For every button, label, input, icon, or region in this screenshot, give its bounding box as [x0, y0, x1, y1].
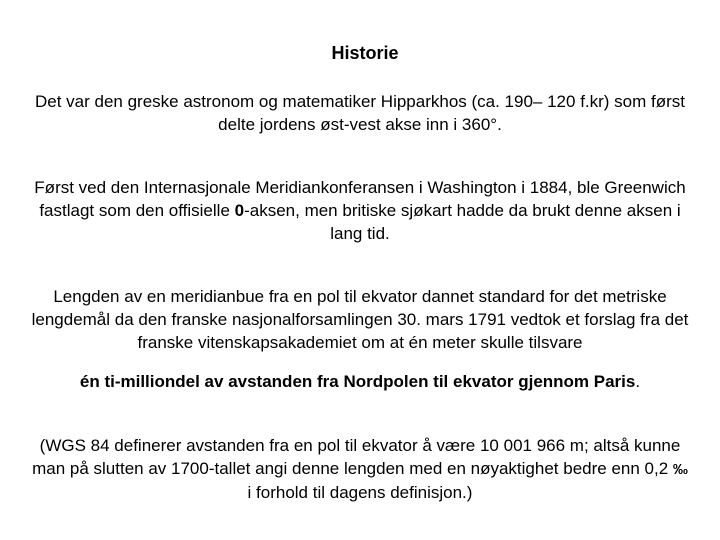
- zero-axis-number: 0: [234, 201, 245, 220]
- paragraph-wgs84: [30, 434, 690, 504]
- greenwich-text-before: Først ved den Internasjonale Meridiankonferansen i Washington i 1884, ble Greenwich fastlagt som den offisielle: [34, 178, 686, 220]
- wgs84-text-before: (WGS 84 definerer avstanden fra en pol til ekvator å være 10 001 966 m; altså kunne man på slutten av 1700-tallet angi denne lengden med en nøyaktighet bedre enn 0,2: [32, 436, 681, 478]
- slide-title: Historie: [331, 43, 399, 63]
- paragraph-meridian-standard: Lengden av en meridianbue fra en pol til ekvator dannet standard for det metriske lengdemål da den franske nasjonalforsamlingen 30. mars 1791 vedtok et forslag fra det franske vitenskapsakademiet om at én meter skulle tilsvare: [31, 287, 689, 352]
- paragraph-greenwich: [30, 176, 690, 245]
- paragraph-meter-definition: [30, 370, 690, 393]
- meter-definition-text: én ti-milliondel av avstanden fra Nordpolen til ekvator gjennom Paris: [79, 372, 636, 391]
- permille-symbol: ‰: [672, 461, 688, 478]
- paragraph-hipparkhos: Det var den greske astronom og matematiker Hipparkhos (ca. 190– 120 f.kr) som først delte jordens øst-vest akse inn i 360°.: [34, 92, 686, 134]
- wgs84-text-after: i forhold til dagens definisjon.): [247, 483, 473, 502]
- meter-definition-period: .: [635, 372, 641, 391]
- greenwich-text-after: -aksen, men britiske sjøkart hadde da brukt denne aksen i lang tid.: [244, 201, 681, 243]
